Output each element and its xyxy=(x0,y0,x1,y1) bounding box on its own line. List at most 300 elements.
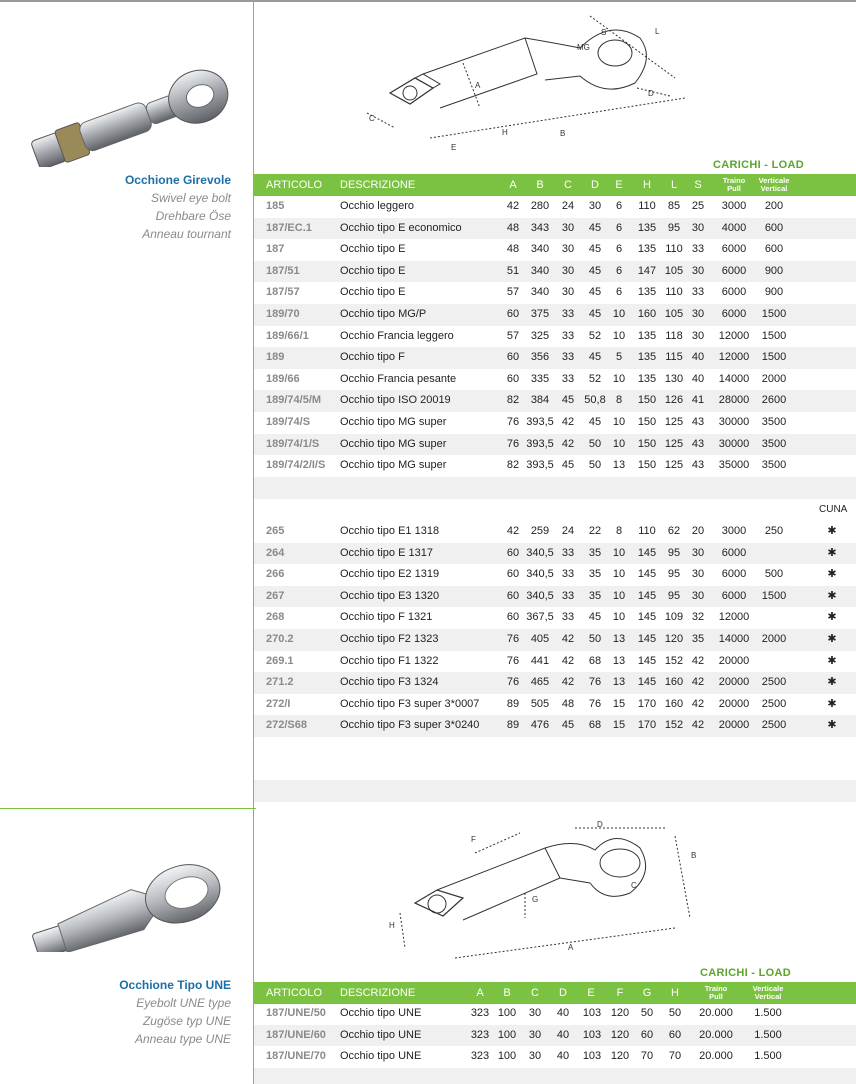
cell-pull: 4000 xyxy=(721,221,747,234)
cell-H: 135 xyxy=(637,243,657,256)
col-E-une: E xyxy=(587,987,595,999)
cell-L: 115 xyxy=(665,351,683,364)
cell-descrizione: Occhio tipo E 1317 xyxy=(340,546,433,559)
cell-articolo: 189/74/5/M xyxy=(266,394,322,407)
cell-H: 60 xyxy=(668,1028,682,1041)
cell-E: 13 xyxy=(612,676,626,689)
cell-E: 15 xyxy=(612,719,626,732)
cell-pull: 28000 xyxy=(718,394,750,407)
cuna-star-icon: ✱ xyxy=(827,697,837,710)
cell-E: 10 xyxy=(612,589,626,602)
cell-E: 6 xyxy=(615,243,623,256)
cell-S: 42 xyxy=(691,654,705,667)
cell-S: 33 xyxy=(691,286,705,299)
table-row xyxy=(254,304,856,326)
cell-vertical: 1.500 xyxy=(754,1028,782,1041)
cell-L: 110 xyxy=(665,286,683,299)
section2-title: Occhione Tipo UNE xyxy=(119,978,231,992)
dim-MG: MG xyxy=(577,43,590,52)
table-row xyxy=(254,543,856,565)
cell-A: 60 xyxy=(506,568,520,581)
cell-C: 24 xyxy=(561,525,575,537)
cell-vertical: 1.500 xyxy=(754,1007,782,1019)
dim-G-une: G xyxy=(532,895,539,904)
col-descrizione: DESCRIZIONE xyxy=(340,179,416,191)
cell-articolo: 187/UNE/60 xyxy=(266,1028,326,1041)
cell-H: 147 xyxy=(637,264,657,277)
section2-subtitle-en: Eyebolt UNE type xyxy=(136,996,231,1010)
cell-S: 43 xyxy=(691,459,705,472)
col-H: H xyxy=(643,179,651,191)
cell-pull: 14000 xyxy=(718,633,750,645)
cell-S: 30 xyxy=(691,329,705,342)
cell-A: 76 xyxy=(506,676,520,689)
section1-subtitle-de: Drehbare Öse xyxy=(155,209,231,223)
section1-spacer xyxy=(254,477,856,499)
cuna-star-icon: ✱ xyxy=(827,546,837,559)
cell-A: 48 xyxy=(506,221,520,234)
cell-H: 145 xyxy=(637,676,657,689)
cell-L: 95 xyxy=(667,546,681,559)
cell-B: 384 xyxy=(530,394,550,407)
cell-vertical: 3500 xyxy=(761,416,787,428)
cell-L: 118 xyxy=(665,329,683,342)
cell-pull: 30000 xyxy=(718,437,750,450)
cell-E: 6 xyxy=(615,200,623,212)
cell-C: 30 xyxy=(561,243,575,256)
table-row xyxy=(254,607,856,629)
dim-H-une: H xyxy=(389,921,395,930)
table-row xyxy=(254,239,856,261)
cuna-star-icon: ✱ xyxy=(827,719,837,732)
section1-bottom-spacer xyxy=(254,780,856,802)
cell-articolo: 189/74/S xyxy=(266,416,311,428)
table-row xyxy=(254,651,856,673)
cell-C: 33 xyxy=(561,308,575,320)
table-row xyxy=(254,369,856,391)
cell-pull: 30000 xyxy=(718,416,750,428)
cell-A: 76 xyxy=(506,654,520,667)
cell-E: 103 xyxy=(582,1007,602,1019)
cell-A: 51 xyxy=(506,264,520,277)
cell-articolo: 271.2 xyxy=(266,676,294,689)
cell-F: 120 xyxy=(610,1007,630,1019)
cell-A: 89 xyxy=(506,697,520,710)
col-vertical-it-une: Verticale xyxy=(752,984,784,993)
cell-E: 10 xyxy=(612,308,626,320)
cell-L: 105 xyxy=(664,264,684,277)
cell-pull: 6000 xyxy=(721,286,747,299)
cell-descrizione: Occhio tipo F3 super 3*0007 xyxy=(340,697,480,710)
cell-B: 393,5 xyxy=(526,437,554,450)
table-row xyxy=(254,586,856,608)
col-S: S xyxy=(694,179,702,191)
col-B: B xyxy=(536,179,544,191)
cell-B: 393,5 xyxy=(526,459,554,472)
cell-A: 76 xyxy=(506,633,520,645)
cell-H: 135 xyxy=(637,221,657,234)
cell-C: 48 xyxy=(561,697,575,710)
cell-pull: 6000 xyxy=(721,308,747,320)
cell-descrizione: Occhio tipo MG super xyxy=(340,459,447,472)
cell-D: 45 xyxy=(588,416,602,428)
cell-descrizione: Occhio tipo F2 1323 xyxy=(340,633,439,645)
cell-A: 76 xyxy=(506,437,520,450)
cell-descrizione: Occhio Francia leggero xyxy=(340,329,454,342)
cell-A: 76 xyxy=(506,416,520,428)
cell-vertical: 3500 xyxy=(761,437,787,450)
cell-H: 135 xyxy=(637,286,657,299)
cell-articolo: 189/66/1 xyxy=(266,329,309,342)
cell-descrizione: Occhio tipo F3 1324 xyxy=(340,676,439,689)
cell-A: 57 xyxy=(506,286,520,299)
cell-H: 145 xyxy=(637,654,657,667)
cell-C: 42 xyxy=(561,437,575,450)
cell-descrizione: Occhio tipo UNE xyxy=(340,1028,422,1041)
cell-C: 33 xyxy=(561,568,575,581)
cell-pull: 12000 xyxy=(718,611,750,624)
cell-articolo: 267 xyxy=(266,589,285,602)
cell-vertical: 600 xyxy=(764,243,784,256)
cell-S: 33 xyxy=(691,243,705,256)
table-row xyxy=(254,629,856,651)
cell-H: 150 xyxy=(637,437,657,450)
col-vertical-it: Verticale xyxy=(758,176,790,185)
cell-descrizione: Occhio tipo E xyxy=(340,286,406,299)
cell-pull: 20000 xyxy=(718,697,750,710)
cuna-star-icon: ✱ xyxy=(827,633,837,645)
cell-S: 41 xyxy=(691,394,705,407)
cell-B: 259 xyxy=(530,525,550,537)
cell-H: 110 xyxy=(638,525,656,537)
cell-D: 40 xyxy=(556,1007,570,1019)
swivel-eye-bolt-drawing xyxy=(355,8,700,163)
cuna-star-icon: ✱ xyxy=(827,611,837,624)
dim-S: S xyxy=(601,28,607,37)
col-pull-it-une: Traino xyxy=(704,984,728,993)
cell-descrizione: Occhio tipo MG super xyxy=(340,437,447,450)
table-row xyxy=(254,390,856,412)
cell-A: 82 xyxy=(506,394,520,407)
cell-S: 30 xyxy=(691,546,705,559)
table-row xyxy=(254,196,856,218)
section1-subtitle-en: Swivel eye bolt xyxy=(150,191,231,205)
cell-D: 68 xyxy=(588,719,602,732)
cell-C: 42 xyxy=(561,654,575,667)
cell-H: 135 xyxy=(637,329,657,342)
cell-articolo: 187 xyxy=(266,243,285,256)
cell-B: 325 xyxy=(530,329,550,342)
table-row xyxy=(254,694,856,716)
cell-L: 160 xyxy=(664,676,684,689)
col-E: E xyxy=(615,179,623,191)
cell-descrizione: Occhio tipo F1 1322 xyxy=(340,654,439,667)
cell-descrizione: Occhio tipo E1 1318 xyxy=(340,525,440,537)
cell-L: 152 xyxy=(664,719,684,732)
cell-D: 30 xyxy=(588,200,602,212)
table-row xyxy=(254,455,856,477)
cell-F: 120 xyxy=(610,1050,630,1063)
cell-C: 33 xyxy=(561,329,575,342)
col-D-une: D xyxy=(559,987,567,999)
cuna-star-icon: ✱ xyxy=(827,589,837,602)
cell-pull: 3000 xyxy=(721,200,747,212)
cell-E: 13 xyxy=(612,654,626,667)
cell-D: 50 xyxy=(588,437,602,450)
cell-pull: 20000 xyxy=(718,654,750,667)
cell-S: 40 xyxy=(691,372,705,385)
cell-L: 85 xyxy=(667,200,681,212)
cell-D: 45 xyxy=(588,308,602,320)
cell-pull: 20.000 xyxy=(699,1007,733,1019)
col-F-une: F xyxy=(616,987,624,999)
cell-C: 30 xyxy=(561,286,575,299)
cell-pull: 20000 xyxy=(718,676,750,689)
cell-A: 42 xyxy=(506,525,520,537)
cell-vertical: 900 xyxy=(764,264,784,277)
cell-C: 30 xyxy=(561,264,575,277)
cell-pull: 6000 xyxy=(721,243,747,256)
cell-B: 340,5 xyxy=(526,568,554,581)
cuna-label: CUNA xyxy=(819,504,848,515)
cell-L: 160 xyxy=(664,697,684,710)
cell-B: 356 xyxy=(530,351,550,364)
cell-D: 40 xyxy=(556,1028,570,1041)
table-row xyxy=(254,715,856,737)
cell-S: 40 xyxy=(691,351,705,364)
cell-S: 30 xyxy=(691,568,705,581)
cell-E: 103 xyxy=(582,1028,602,1041)
cell-descrizione: Occhio tipo E xyxy=(340,243,406,256)
cell-B: 505 xyxy=(530,697,550,710)
cell-B: 441 xyxy=(530,654,550,667)
cell-articolo: 189/66 xyxy=(266,372,300,385)
cell-C: 24 xyxy=(561,200,575,212)
cell-vertical: 250 xyxy=(764,525,784,537)
cell-descrizione: Occhio Francia pesante xyxy=(340,372,457,385)
col-articolo-une: ARTICOLO xyxy=(266,987,323,999)
cell-pull: 20.000 xyxy=(699,1050,733,1063)
cell-S: 35 xyxy=(691,633,705,645)
cell-articolo: 187/EC.1 xyxy=(266,221,312,234)
cell-pull: 3000 xyxy=(721,525,747,537)
cell-B: 375 xyxy=(530,308,550,320)
cell-D: 50 xyxy=(588,633,602,645)
cell-A: 323 xyxy=(470,1007,490,1019)
table-row xyxy=(254,326,856,348)
cell-descrizione: Occhio tipo F3 super 3*0240 xyxy=(340,719,480,732)
cell-A: 60 xyxy=(506,372,520,385)
cell-descrizione: Occhio tipo E3 1320 xyxy=(340,589,440,602)
table-row xyxy=(254,1025,856,1047)
cell-A: 323 xyxy=(470,1050,490,1063)
dim-E: E xyxy=(451,143,457,152)
cell-L: 120 xyxy=(664,633,684,645)
section1-caption xyxy=(125,171,231,243)
cell-D: 45 xyxy=(588,286,602,299)
cell-descrizione: Occhio leggero xyxy=(340,200,414,212)
cell-D: 76 xyxy=(588,676,602,689)
cell-L: 130 xyxy=(664,372,684,385)
table-row xyxy=(254,282,856,304)
cell-H: 110 xyxy=(638,200,656,212)
section2-caption xyxy=(119,976,231,1048)
cell-articolo: 269.1 xyxy=(266,654,294,667)
cell-vertical: 2600 xyxy=(761,394,787,407)
cell-E: 8 xyxy=(615,394,623,407)
cell-pull: 6000 xyxy=(721,589,747,602)
cell-vertical: 1.500 xyxy=(754,1050,782,1063)
col-vertical-en: Vertical xyxy=(760,184,788,193)
cell-pull: 12000 xyxy=(718,351,750,364)
cell-A: 89 xyxy=(506,719,520,732)
cell-pull: 20000 xyxy=(718,719,750,732)
cell-H: 170 xyxy=(637,697,657,710)
cell-L: 95 xyxy=(667,589,681,602)
cell-H: 70 xyxy=(668,1050,682,1063)
cell-articolo: 272/S68 xyxy=(266,719,307,732)
cell-E: 6 xyxy=(615,286,623,299)
cell-A: 60 xyxy=(506,546,520,559)
cell-B: 476 xyxy=(530,719,550,732)
cell-pull: 14000 xyxy=(718,372,750,385)
cell-E: 5 xyxy=(615,351,623,364)
cell-D: 40 xyxy=(556,1050,570,1063)
cell-S: 42 xyxy=(691,676,705,689)
col-pull-it: Traino xyxy=(722,176,746,185)
cell-E: 13 xyxy=(612,633,626,645)
cell-articolo: 187/UNE/50 xyxy=(266,1007,326,1019)
col-H-une: H xyxy=(671,987,679,999)
table-row xyxy=(254,347,856,369)
cell-L: 126 xyxy=(664,394,684,407)
cell-L: 109 xyxy=(664,611,684,624)
cell-L: 152 xyxy=(664,654,684,667)
cell-E: 8 xyxy=(615,525,623,537)
dim-B-une: B xyxy=(691,851,697,860)
cell-S: 30 xyxy=(691,221,705,234)
cell-E: 6 xyxy=(615,264,623,277)
cell-A: 60 xyxy=(506,611,520,624)
cell-S: 43 xyxy=(691,437,705,450)
cell-articolo: 187/UNE/70 xyxy=(266,1050,326,1063)
cell-descrizione: Occhio tipo MG/P xyxy=(340,308,427,320)
dim-H: H xyxy=(502,128,508,137)
cell-D: 52 xyxy=(588,329,602,342)
cell-pull: 6000 xyxy=(721,264,747,277)
cell-C: 33 xyxy=(561,351,575,364)
cell-pull: 12000 xyxy=(718,329,750,342)
col-pull-en: Pull xyxy=(727,184,741,193)
cell-D: 45 xyxy=(588,243,602,256)
cell-B: 340 xyxy=(530,286,550,299)
cell-articolo: 185 xyxy=(266,200,285,212)
cell-vertical: 1500 xyxy=(761,308,787,320)
cell-C: 30 xyxy=(528,1028,542,1041)
cell-B: 100 xyxy=(497,1007,517,1019)
section-divider xyxy=(0,808,256,809)
cell-descrizione: Occhio tipo F xyxy=(340,351,405,364)
cell-S: 42 xyxy=(691,697,705,710)
section2-bottom-spacer xyxy=(254,1068,856,1084)
cell-E: 15 xyxy=(612,697,626,710)
cell-articolo: 187/57 xyxy=(266,286,300,299)
cell-C: 33 xyxy=(561,546,575,559)
cell-vertical: 2000 xyxy=(761,633,787,645)
cell-A: 82 xyxy=(506,459,520,472)
dim-D-une: D xyxy=(597,820,603,829)
cell-S: 30 xyxy=(691,589,705,602)
table-row xyxy=(254,261,856,283)
cell-C: 33 xyxy=(561,372,575,385)
cell-pull: 35000 xyxy=(718,459,750,472)
une-eyebolt-photo xyxy=(16,862,236,952)
table-row xyxy=(254,564,856,586)
cell-descrizione: Occhio tipo E2 1319 xyxy=(340,568,440,581)
cell-B: 280 xyxy=(530,200,550,212)
cell-A: 57 xyxy=(506,329,520,342)
cell-L: 125 xyxy=(664,416,684,428)
cell-A: 323 xyxy=(470,1028,490,1041)
cell-H: 160 xyxy=(637,308,657,320)
cell-B: 340 xyxy=(530,243,550,256)
cell-G: 70 xyxy=(640,1050,654,1063)
dim-D: D xyxy=(648,89,654,98)
cell-S: 30 xyxy=(691,308,705,320)
cell-L: 62 xyxy=(667,525,681,537)
cell-H: 50 xyxy=(668,1007,682,1019)
cuna-star-icon: ✱ xyxy=(827,654,837,667)
cell-F: 120 xyxy=(610,1028,630,1041)
col-C-une: C xyxy=(531,987,539,999)
cell-G: 60 xyxy=(640,1028,654,1041)
dim-A-une: A xyxy=(568,943,574,952)
cell-C: 45 xyxy=(561,719,575,732)
cell-C: 45 xyxy=(561,459,575,472)
col-D: D xyxy=(591,179,599,191)
cell-S: 20 xyxy=(691,525,705,537)
cell-descrizione: Occhio tipo UNE xyxy=(340,1050,422,1063)
cell-vertical: 2500 xyxy=(761,697,787,710)
cell-pull: 6000 xyxy=(721,568,747,581)
col-pull-en-une: Pull xyxy=(709,992,723,1001)
table-row xyxy=(254,672,856,694)
cell-E: 10 xyxy=(612,437,626,450)
cell-vertical: 600 xyxy=(764,221,784,234)
cell-L: 95 xyxy=(667,568,681,581)
dim-A: A xyxy=(475,81,481,90)
col-A-une: A xyxy=(476,987,484,999)
section2-table-header xyxy=(254,982,856,1004)
dim-L: L xyxy=(655,27,660,36)
cell-B: 335 xyxy=(530,372,550,385)
cell-B: 465 xyxy=(530,676,550,689)
col-vertical-en-une: Vertical xyxy=(754,992,782,1001)
cell-articolo: 268 xyxy=(266,611,285,624)
col-B-une: B xyxy=(503,987,511,999)
cell-vertical: 1500 xyxy=(761,351,787,364)
cell-E: 6 xyxy=(615,221,623,234)
col-C: C xyxy=(564,179,572,191)
cell-A: 42 xyxy=(506,200,520,212)
cell-D: 68 xyxy=(588,654,602,667)
cell-S: 32 xyxy=(691,611,705,624)
cell-vertical: 1500 xyxy=(761,589,787,602)
cell-descrizione: Occhio tipo E xyxy=(340,264,406,277)
cell-D: 52 xyxy=(588,372,602,385)
cell-A: 60 xyxy=(506,589,520,602)
cell-S: 43 xyxy=(691,416,705,428)
